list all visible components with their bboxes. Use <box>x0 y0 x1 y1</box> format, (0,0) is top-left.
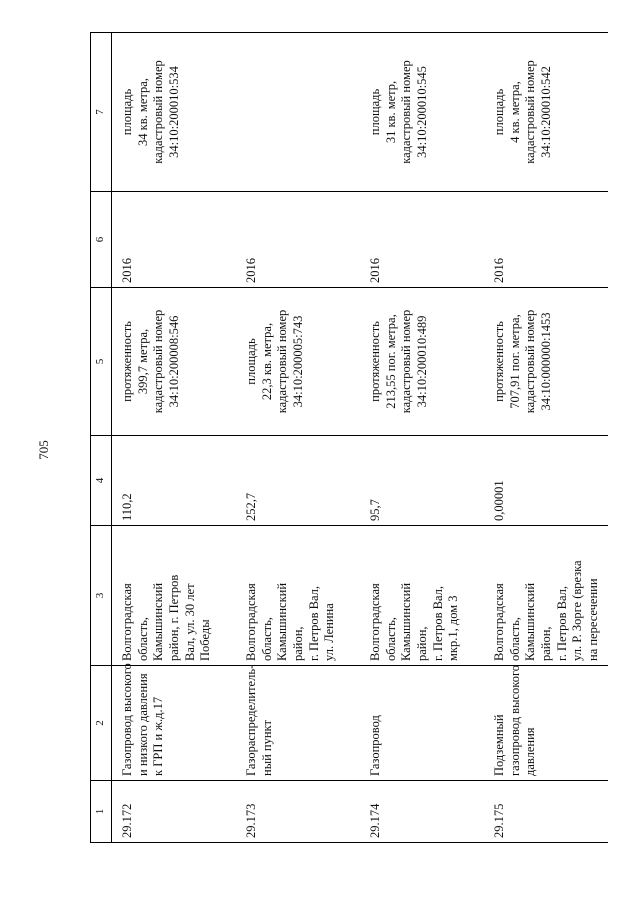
cell-year: 2016 <box>360 192 484 288</box>
cell-line: 34 кв. метра, <box>135 78 150 146</box>
cell-line: г. Петров Вал, <box>306 585 321 661</box>
cell-line: площадь <box>120 88 134 136</box>
column-header: 4 <box>91 436 112 526</box>
cell-line: давления <box>523 727 538 776</box>
cell-year: 2016 <box>236 192 360 288</box>
cell-name <box>236 666 360 781</box>
cell-line: Камышинский <box>151 582 166 661</box>
cell-line: кадастровый номер <box>151 309 166 414</box>
cell-line: район, <box>290 626 305 661</box>
cell-address <box>236 526 360 666</box>
page-number: 705 <box>35 440 51 460</box>
column-header: 3 <box>91 526 112 666</box>
cell-line: площадь <box>368 88 382 136</box>
property-table <box>90 32 608 843</box>
cell-line: протяженность <box>120 321 134 402</box>
cell-extra <box>484 33 608 192</box>
cell-line: к ГРП и ж.д.17 <box>151 696 166 776</box>
cell-line: Камышинский <box>399 582 414 661</box>
cell-spec <box>112 288 237 436</box>
cell-line: область, <box>259 617 274 661</box>
cell-name <box>484 666 608 781</box>
cell-line: протяженность <box>492 321 506 402</box>
column-header: 6 <box>91 192 112 288</box>
cell-line: область, <box>507 617 522 661</box>
cell-year: 2016 <box>484 192 608 288</box>
cell-year: 2016 <box>112 192 237 288</box>
cell-line: г. Петров Вал, <box>430 585 445 661</box>
cell-line: область, <box>135 617 150 661</box>
cell-line: Газопровод <box>368 715 382 776</box>
cell-value: 110,2 <box>112 436 237 526</box>
cell-line: 707,91 пог. метра, <box>507 314 522 409</box>
cell-line: 22,3 кв. метра, <box>259 322 274 401</box>
cell-extra <box>360 33 484 192</box>
cell-spec <box>236 288 360 436</box>
cell-line: мкр.1, дом 3 <box>446 595 461 661</box>
cell-line: на пересечении <box>585 578 600 661</box>
cell-line: ный пункт <box>259 720 274 776</box>
cell-line: кадастровый номер <box>399 309 414 414</box>
cell-address <box>484 526 608 666</box>
cell-line: 34:10:200010:542 <box>538 66 553 158</box>
cell-address <box>360 526 484 666</box>
cell-line: газопровод высокого <box>507 664 522 776</box>
cell-line: район, <box>538 626 553 661</box>
cell-line: протяженность <box>368 321 382 402</box>
cell-line: 4 кв. метра, <box>507 81 522 143</box>
table-row <box>112 33 237 843</box>
cell-extra <box>236 33 360 192</box>
cell-spec <box>484 288 608 436</box>
cell-line: кадастровый номер <box>523 309 538 414</box>
cell-line: 399,7 метра, <box>135 328 150 395</box>
cell-number: 29.175 <box>484 781 608 843</box>
cell-line: Волгоградская <box>368 583 382 661</box>
table-body <box>112 33 609 843</box>
cell-line: Газораспределитель- <box>244 664 258 776</box>
cell-line: и низкого давления <box>135 673 150 776</box>
cell-spec <box>360 288 484 436</box>
column-header: 1 <box>91 781 112 843</box>
cell-number: 29.173 <box>236 781 360 843</box>
cell-line: Волгоградская <box>120 583 134 661</box>
cell-number: 29.174 <box>360 781 484 843</box>
cell-line: ул. Ленина <box>322 603 337 661</box>
column-header: 7 <box>91 33 112 192</box>
cell-line: 34:10:200008:546 <box>166 315 181 408</box>
table-row <box>360 33 484 843</box>
cell-line: кадастровый номер <box>151 60 166 164</box>
table-row <box>236 33 360 843</box>
cell-address <box>112 526 237 666</box>
cell-line: 34:10:200010:545 <box>414 66 429 158</box>
header-row <box>91 33 112 843</box>
cell-value: 252,7 <box>236 436 360 526</box>
cell-line: площадь <box>492 88 506 136</box>
cell-extra <box>112 33 237 192</box>
cell-value: 0,00001 <box>484 436 608 526</box>
cell-name <box>112 663 237 781</box>
cell-line: 34:10:200005:743 <box>290 315 305 408</box>
cell-line: Камышинский <box>275 582 290 661</box>
cell-line: кадастровый номер <box>275 309 290 414</box>
cell-line: Подземный <box>492 714 506 776</box>
cell-line: кадастровый номер <box>523 60 538 164</box>
cell-line: Камышинский <box>523 582 538 661</box>
cell-line: 31 кв. метр, <box>383 80 398 144</box>
cell-line: 34:10:000000:1453 <box>538 312 553 411</box>
cell-line: ул. Р. Зорге (врезка <box>570 560 585 661</box>
cell-line: 213,55 пог. метра, <box>383 314 398 409</box>
table-row <box>484 33 608 843</box>
cell-line: г. Петров Вал, <box>554 585 569 661</box>
cell-line: площадь <box>244 338 258 385</box>
cell-name <box>360 666 484 781</box>
cell-line: Волгоградская <box>492 583 506 661</box>
property-table-rotated <box>90 33 600 843</box>
cell-number: 29.172 <box>112 781 237 843</box>
cell-line: район, <box>414 626 429 661</box>
cell-line: Волгоградская <box>244 583 258 661</box>
cell-line: район, г. Петров <box>166 574 181 661</box>
cell-line: 34:10:200010:489 <box>414 315 429 408</box>
cell-line: 34:10:200010:534 <box>166 66 181 158</box>
column-header: 2 <box>91 666 112 781</box>
cell-line: область, <box>383 617 398 661</box>
cell-line: Вал, ул. 30 лет <box>182 583 197 661</box>
cell-line: кадастровый номер <box>399 60 414 164</box>
column-header: 5 <box>91 288 112 436</box>
cell-line: Газопровод высокого <box>120 663 134 776</box>
cell-value: 95,7 <box>360 436 484 526</box>
cell-line: Победы <box>198 619 213 661</box>
